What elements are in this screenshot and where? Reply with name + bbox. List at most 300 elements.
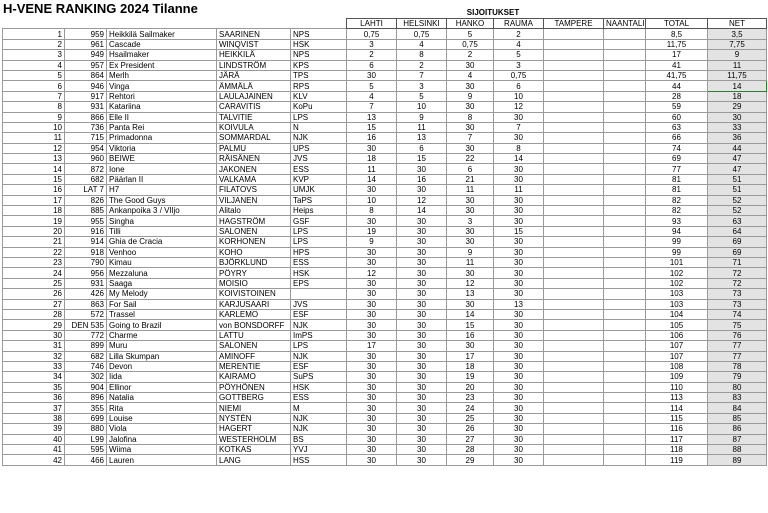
helsinki-cell[interactable]: 11: [397, 122, 447, 132]
tampere-cell[interactable]: [544, 206, 604, 216]
hanko-cell[interactable]: 22: [447, 154, 494, 164]
boat-name-cell[interactable]: Kimau: [107, 257, 217, 267]
helsinki-cell[interactable]: 0,75: [397, 29, 447, 39]
total-cell[interactable]: 104: [646, 309, 708, 319]
helsinki-cell[interactable]: 2: [397, 60, 447, 70]
hanko-cell[interactable]: 15: [447, 320, 494, 330]
sail-number-cell[interactable]: 746: [65, 361, 107, 371]
hanko-cell[interactable]: 30: [447, 237, 494, 247]
hanko-cell[interactable]: 30: [447, 226, 494, 236]
skipper-cell[interactable]: FILATOVS: [217, 185, 291, 195]
skipper-cell[interactable]: LINDSTRÖM: [217, 60, 291, 70]
rank-cell[interactable]: 40: [3, 434, 65, 444]
naantali-cell[interactable]: [604, 309, 646, 319]
sail-number-cell[interactable]: 957: [65, 60, 107, 70]
rank-cell[interactable]: 32: [3, 351, 65, 361]
lahti-cell[interactable]: 30: [347, 247, 397, 257]
total-cell[interactable]: 119: [646, 455, 708, 465]
hanko-cell[interactable]: 27: [447, 434, 494, 444]
net-cell[interactable]: 83: [708, 393, 767, 403]
naantali-cell[interactable]: [604, 185, 646, 195]
net-cell[interactable]: 51: [708, 174, 767, 184]
skipper-cell[interactable]: NYSTÉN: [217, 413, 291, 423]
tampere-cell[interactable]: [544, 299, 604, 309]
rauma-cell[interactable]: 7: [494, 122, 544, 132]
hanko-cell[interactable]: 11: [447, 185, 494, 195]
club-cell[interactable]: Heips: [291, 206, 347, 216]
total-cell[interactable]: 81: [646, 174, 708, 184]
club-cell[interactable]: TaPS: [291, 195, 347, 205]
lahti-cell[interactable]: 30: [347, 424, 397, 434]
club-cell[interactable]: YVJ: [291, 445, 347, 455]
boat-name-cell[interactable]: Iida: [107, 372, 217, 382]
total-cell[interactable]: 44: [646, 81, 708, 91]
tampere-cell[interactable]: [544, 330, 604, 340]
lahti-cell[interactable]: 9: [347, 237, 397, 247]
net-cell[interactable]: 30: [708, 112, 767, 122]
naantali-cell[interactable]: [604, 424, 646, 434]
tampere-cell[interactable]: [544, 39, 604, 49]
club-cell[interactable]: N: [291, 122, 347, 132]
sail-number-cell[interactable]: 682: [65, 351, 107, 361]
naantali-cell[interactable]: [604, 237, 646, 247]
boat-name-cell[interactable]: Louise: [107, 413, 217, 423]
skipper-cell[interactable]: LANG: [217, 455, 291, 465]
skipper-cell[interactable]: VILJANEN: [217, 195, 291, 205]
helsinki-cell[interactable]: 10: [397, 102, 447, 112]
boat-name-cell[interactable]: Singha: [107, 216, 217, 226]
boat-name-cell[interactable]: Ghia de Cracia: [107, 237, 217, 247]
rank-cell[interactable]: 33: [3, 361, 65, 371]
sail-number-cell[interactable]: 896: [65, 393, 107, 403]
total-cell[interactable]: 41,75: [646, 70, 708, 80]
total-cell[interactable]: 77: [646, 164, 708, 174]
rank-cell[interactable]: 26: [3, 289, 65, 299]
sail-number-cell[interactable]: 866: [65, 112, 107, 122]
skipper-cell[interactable]: GOTTBERG: [217, 393, 291, 403]
boat-name-cell[interactable]: Vinga: [107, 81, 217, 91]
rauma-cell[interactable]: 3: [494, 60, 544, 70]
hanko-cell[interactable]: 0,75: [447, 39, 494, 49]
helsinki-cell[interactable]: 30: [397, 309, 447, 319]
lahti-cell[interactable]: 30: [347, 361, 397, 371]
boat-name-cell[interactable]: Heikkilä Sailmaker: [107, 29, 217, 39]
club-cell[interactable]: LPS: [291, 237, 347, 247]
net-cell[interactable]: 88: [708, 445, 767, 455]
helsinki-cell[interactable]: 7: [397, 70, 447, 80]
rauma-cell[interactable]: 30: [494, 424, 544, 434]
helsinki-cell[interactable]: 5: [397, 91, 447, 101]
rauma-cell[interactable]: 30: [494, 445, 544, 455]
naantali-cell[interactable]: [604, 91, 646, 101]
rank-cell[interactable]: 6: [3, 81, 65, 91]
club-cell[interactable]: HSS: [291, 455, 347, 465]
net-cell[interactable]: 78: [708, 361, 767, 371]
club-cell[interactable]: ESF: [291, 361, 347, 371]
rank-cell[interactable]: 7: [3, 91, 65, 101]
rank-cell[interactable]: 20: [3, 226, 65, 236]
skipper-cell[interactable]: HEIKKILÄ: [217, 50, 291, 60]
hanko-cell[interactable]: 18: [447, 361, 494, 371]
rank-cell[interactable]: 31: [3, 341, 65, 351]
sail-number-cell[interactable]: 426: [65, 289, 107, 299]
rauma-cell[interactable]: 6: [494, 81, 544, 91]
skipper-cell[interactable]: KARJUSAARI: [217, 299, 291, 309]
naantali-cell[interactable]: [604, 382, 646, 392]
rank-cell[interactable]: 24: [3, 268, 65, 278]
net-cell[interactable]: 47: [708, 154, 767, 164]
lahti-cell[interactable]: 18: [347, 154, 397, 164]
rank-cell[interactable]: 13: [3, 154, 65, 164]
club-cell[interactable]: KoPu: [291, 102, 347, 112]
tampere-cell[interactable]: [544, 403, 604, 413]
tampere-cell[interactable]: [544, 81, 604, 91]
club-cell[interactable]: ESS: [291, 393, 347, 403]
tampere-cell[interactable]: [544, 102, 604, 112]
naantali-cell[interactable]: [604, 289, 646, 299]
rauma-cell[interactable]: 30: [494, 361, 544, 371]
naantali-cell[interactable]: [604, 330, 646, 340]
sail-number-cell[interactable]: 302: [65, 372, 107, 382]
boat-name-cell[interactable]: Viola: [107, 424, 217, 434]
naantali-cell[interactable]: [604, 341, 646, 351]
helsinki-cell[interactable]: 8: [397, 50, 447, 60]
hanko-cell[interactable]: 26: [447, 424, 494, 434]
hanko-cell[interactable]: 9: [447, 247, 494, 257]
lahti-cell[interactable]: 12: [347, 268, 397, 278]
rauma-cell[interactable]: 10: [494, 91, 544, 101]
rank-cell[interactable]: 23: [3, 257, 65, 267]
lahti-cell[interactable]: 30: [347, 382, 397, 392]
lahti-cell[interactable]: 30: [347, 309, 397, 319]
naantali-cell[interactable]: [604, 60, 646, 70]
lahti-cell[interactable]: 30: [347, 330, 397, 340]
col-header-rauma[interactable]: RAUMA: [494, 19, 544, 29]
hanko-cell[interactable]: 16: [447, 330, 494, 340]
helsinki-cell[interactable]: 15: [397, 154, 447, 164]
net-cell[interactable]: 77: [708, 351, 767, 361]
lahti-cell[interactable]: 2: [347, 50, 397, 60]
net-cell[interactable]: 73: [708, 289, 767, 299]
hanko-cell[interactable]: 13: [447, 289, 494, 299]
helsinki-cell[interactable]: 30: [397, 351, 447, 361]
net-cell[interactable]: 77: [708, 341, 767, 351]
net-cell[interactable]: 85: [708, 413, 767, 423]
lahti-cell[interactable]: 30: [347, 445, 397, 455]
club-cell[interactable]: ESS: [291, 257, 347, 267]
hanko-cell[interactable]: 24: [447, 403, 494, 413]
rank-cell[interactable]: 19: [3, 216, 65, 226]
sail-number-cell[interactable]: 466: [65, 455, 107, 465]
helsinki-cell[interactable]: 30: [397, 268, 447, 278]
sail-number-cell[interactable]: 826: [65, 195, 107, 205]
hanko-cell[interactable]: 28: [447, 445, 494, 455]
sail-number-cell[interactable]: 790: [65, 257, 107, 267]
boat-name-cell[interactable]: Rehtori: [107, 91, 217, 101]
club-cell[interactable]: ImPS: [291, 330, 347, 340]
tampere-cell[interactable]: [544, 174, 604, 184]
hanko-cell[interactable]: 30: [447, 122, 494, 132]
skipper-cell[interactable]: PALMU: [217, 143, 291, 153]
net-cell[interactable]: 72: [708, 268, 767, 278]
helsinki-cell[interactable]: 12: [397, 195, 447, 205]
skipper-cell[interactable]: KOTKAS: [217, 445, 291, 455]
skipper-cell[interactable]: PÖYHÖNEN: [217, 382, 291, 392]
hanko-cell[interactable]: 29: [447, 455, 494, 465]
rauma-cell[interactable]: 30: [494, 289, 544, 299]
club-cell[interactable]: JVS: [291, 154, 347, 164]
total-cell[interactable]: 113: [646, 393, 708, 403]
naantali-cell[interactable]: [604, 393, 646, 403]
naantali-cell[interactable]: [604, 413, 646, 423]
club-cell[interactable]: KPS: [291, 60, 347, 70]
boat-name-cell[interactable]: The Good Guys: [107, 195, 217, 205]
rank-cell[interactable]: 39: [3, 424, 65, 434]
helsinki-cell[interactable]: 30: [397, 445, 447, 455]
rauma-cell[interactable]: 13: [494, 299, 544, 309]
club-cell[interactable]: ESF: [291, 309, 347, 319]
lahti-cell[interactable]: 30: [347, 372, 397, 382]
naantali-cell[interactable]: [604, 247, 646, 257]
sail-number-cell[interactable]: 961: [65, 39, 107, 49]
rauma-cell[interactable]: 30: [494, 320, 544, 330]
rauma-cell[interactable]: 30: [494, 372, 544, 382]
total-cell[interactable]: 117: [646, 434, 708, 444]
lahti-cell[interactable]: 11: [347, 164, 397, 174]
rank-cell[interactable]: 2: [3, 39, 65, 49]
naantali-cell[interactable]: [604, 143, 646, 153]
skipper-cell[interactable]: KOHO: [217, 247, 291, 257]
col-header-helsinki[interactable]: HELSINKI: [397, 19, 447, 29]
naantali-cell[interactable]: [604, 403, 646, 413]
rauma-cell[interactable]: 30: [494, 278, 544, 288]
lahti-cell[interactable]: 30: [347, 216, 397, 226]
helsinki-cell[interactable]: 16: [397, 174, 447, 184]
boat-name-cell[interactable]: Charme: [107, 330, 217, 340]
col-header-tampere[interactable]: TAMPERE: [544, 19, 604, 29]
lahti-cell[interactable]: 30: [347, 289, 397, 299]
tampere-cell[interactable]: [544, 185, 604, 195]
boat-name-cell[interactable]: Wiima: [107, 445, 217, 455]
skipper-cell[interactable]: WINQVIST: [217, 39, 291, 49]
lahti-cell[interactable]: 17: [347, 341, 397, 351]
sail-number-cell[interactable]: 736: [65, 122, 107, 132]
rank-cell[interactable]: 22: [3, 247, 65, 257]
sail-number-cell[interactable]: 864: [65, 70, 107, 80]
club-cell[interactable]: HSK: [291, 382, 347, 392]
lahti-cell[interactable]: 0,75: [347, 29, 397, 39]
tampere-cell[interactable]: [544, 445, 604, 455]
club-cell[interactable]: M: [291, 403, 347, 413]
sail-number-cell[interactable]: 355: [65, 403, 107, 413]
naantali-cell[interactable]: [604, 154, 646, 164]
helsinki-cell[interactable]: 30: [397, 278, 447, 288]
rauma-cell[interactable]: 30: [494, 112, 544, 122]
net-cell[interactable]: 74: [708, 309, 767, 319]
tampere-cell[interactable]: [544, 455, 604, 465]
boat-name-cell[interactable]: Ankanpoika 3 / VIljo: [107, 206, 217, 216]
total-cell[interactable]: 102: [646, 268, 708, 278]
lahti-cell[interactable]: 30: [347, 70, 397, 80]
sail-number-cell[interactable]: 954: [65, 143, 107, 153]
net-cell[interactable]: 11: [708, 60, 767, 70]
skipper-cell[interactable]: PÖYRY: [217, 268, 291, 278]
helsinki-cell[interactable]: 6: [397, 143, 447, 153]
rauma-cell[interactable]: 14: [494, 154, 544, 164]
rauma-cell[interactable]: 12: [494, 102, 544, 112]
rank-cell[interactable]: 4: [3, 60, 65, 70]
net-cell[interactable]: 11,75: [708, 70, 767, 80]
helsinki-cell[interactable]: 30: [397, 257, 447, 267]
hanko-cell[interactable]: 12: [447, 278, 494, 288]
net-cell[interactable]: 36: [708, 133, 767, 143]
hanko-cell[interactable]: 25: [447, 413, 494, 423]
net-cell[interactable]: 18: [708, 91, 767, 101]
boat-name-cell[interactable]: Ex President: [107, 60, 217, 70]
rauma-cell[interactable]: 30: [494, 216, 544, 226]
rauma-cell[interactable]: 8: [494, 143, 544, 153]
total-cell[interactable]: 81: [646, 185, 708, 195]
club-cell[interactable]: NJK: [291, 351, 347, 361]
total-cell[interactable]: 82: [646, 195, 708, 205]
lahti-cell[interactable]: 4: [347, 91, 397, 101]
club-cell[interactable]: HPS: [291, 247, 347, 257]
hanko-cell[interactable]: 30: [447, 102, 494, 112]
net-cell[interactable]: 3,5: [708, 29, 767, 39]
boat-name-cell[interactable]: H7: [107, 185, 217, 195]
tampere-cell[interactable]: [544, 361, 604, 371]
total-cell[interactable]: 8,5: [646, 29, 708, 39]
hanko-cell[interactable]: 3: [447, 216, 494, 226]
net-cell[interactable]: 52: [708, 206, 767, 216]
lahti-cell[interactable]: 3: [347, 39, 397, 49]
helsinki-cell[interactable]: 30: [397, 403, 447, 413]
boat-name-cell[interactable]: For Sail: [107, 299, 217, 309]
helsinki-cell[interactable]: 30: [397, 424, 447, 434]
sail-number-cell[interactable]: 772: [65, 330, 107, 340]
club-cell[interactable]: JVS: [291, 299, 347, 309]
total-cell[interactable]: 114: [646, 403, 708, 413]
club-cell[interactable]: HSK: [291, 39, 347, 49]
rauma-cell[interactable]: 30: [494, 164, 544, 174]
helsinki-cell[interactable]: 30: [397, 330, 447, 340]
col-header-hanko[interactable]: HANKO: [447, 19, 494, 29]
total-cell[interactable]: 66: [646, 133, 708, 143]
boat-name-cell[interactable]: Elle II: [107, 112, 217, 122]
naantali-cell[interactable]: [604, 455, 646, 465]
tampere-cell[interactable]: [544, 257, 604, 267]
lahti-cell[interactable]: 19: [347, 226, 397, 236]
boat-name-cell[interactable]: Going to Brazil: [107, 320, 217, 330]
total-cell[interactable]: 94: [646, 226, 708, 236]
club-cell[interactable]: SuPS: [291, 372, 347, 382]
sail-number-cell[interactable]: 904: [65, 382, 107, 392]
naantali-cell[interactable]: [604, 320, 646, 330]
boat-name-cell[interactable]: Rita: [107, 403, 217, 413]
skipper-cell[interactable]: MOISIO: [217, 278, 291, 288]
total-cell[interactable]: 101: [646, 257, 708, 267]
total-cell[interactable]: 99: [646, 237, 708, 247]
rank-cell[interactable]: 1: [3, 29, 65, 39]
helsinki-cell[interactable]: 30: [397, 226, 447, 236]
club-cell[interactable]: BS: [291, 434, 347, 444]
lahti-cell[interactable]: 30: [347, 320, 397, 330]
total-cell[interactable]: 17: [646, 50, 708, 60]
naantali-cell[interactable]: [604, 216, 646, 226]
rauma-cell[interactable]: 30: [494, 133, 544, 143]
naantali-cell[interactable]: [604, 70, 646, 80]
naantali-cell[interactable]: [604, 372, 646, 382]
lahti-cell[interactable]: 30: [347, 185, 397, 195]
col-header-total[interactable]: TOTAL: [646, 19, 708, 29]
naantali-cell[interactable]: [604, 268, 646, 278]
hanko-cell[interactable]: 20: [447, 382, 494, 392]
total-cell[interactable]: 82: [646, 206, 708, 216]
lahti-cell[interactable]: 30: [347, 413, 397, 423]
club-cell[interactable]: LPS: [291, 341, 347, 351]
tampere-cell[interactable]: [544, 351, 604, 361]
hanko-cell[interactable]: 17: [447, 351, 494, 361]
boat-name-cell[interactable]: Saaga: [107, 278, 217, 288]
lahti-cell[interactable]: 14: [347, 174, 397, 184]
skipper-cell[interactable]: KAIRAMO: [217, 372, 291, 382]
net-cell[interactable]: 69: [708, 237, 767, 247]
rank-cell[interactable]: 35: [3, 382, 65, 392]
rauma-cell[interactable]: 30: [494, 309, 544, 319]
skipper-cell[interactable]: SALONEN: [217, 226, 291, 236]
rank-cell[interactable]: 5: [3, 70, 65, 80]
helsinki-cell[interactable]: 14: [397, 206, 447, 216]
total-cell[interactable]: 11,75: [646, 39, 708, 49]
net-cell[interactable]: 72: [708, 278, 767, 288]
sail-number-cell[interactable]: 916: [65, 226, 107, 236]
tampere-cell[interactable]: [544, 413, 604, 423]
total-cell[interactable]: 116: [646, 424, 708, 434]
hanko-cell[interactable]: 30: [447, 195, 494, 205]
helsinki-cell[interactable]: 30: [397, 185, 447, 195]
net-cell[interactable]: 44: [708, 143, 767, 153]
club-cell[interactable]: ESS: [291, 164, 347, 174]
skipper-cell[interactable]: SAARINEN: [217, 29, 291, 39]
helsinki-cell[interactable]: 3: [397, 81, 447, 91]
skipper-cell[interactable]: CARAVITIS: [217, 102, 291, 112]
tampere-cell[interactable]: [544, 320, 604, 330]
hanko-cell[interactable]: 23: [447, 393, 494, 403]
skipper-cell[interactable]: RÄISÄNEN: [217, 154, 291, 164]
net-cell[interactable]: 76: [708, 330, 767, 340]
boat-name-cell[interactable]: Merlh: [107, 70, 217, 80]
skipper-cell[interactable]: Alitalo: [217, 206, 291, 216]
sail-number-cell[interactable]: 863: [65, 299, 107, 309]
club-cell[interactable]: NPS: [291, 50, 347, 60]
tampere-cell[interactable]: [544, 50, 604, 60]
skipper-cell[interactable]: KORHONEN: [217, 237, 291, 247]
total-cell[interactable]: 118: [646, 445, 708, 455]
boat-name-cell[interactable]: Tilli: [107, 226, 217, 236]
net-cell[interactable]: 47: [708, 164, 767, 174]
rank-cell[interactable]: 29: [3, 320, 65, 330]
boat-name-cell[interactable]: Cascade: [107, 39, 217, 49]
naantali-cell[interactable]: [604, 434, 646, 444]
sail-number-cell[interactable]: 885: [65, 206, 107, 216]
club-cell[interactable]: KLV: [291, 91, 347, 101]
rank-cell[interactable]: 18: [3, 206, 65, 216]
boat-name-cell[interactable]: Muru: [107, 341, 217, 351]
rank-cell[interactable]: 41: [3, 445, 65, 455]
skipper-cell[interactable]: LATTU: [217, 330, 291, 340]
rauma-cell[interactable]: 0,75: [494, 70, 544, 80]
helsinki-cell[interactable]: 30: [397, 361, 447, 371]
